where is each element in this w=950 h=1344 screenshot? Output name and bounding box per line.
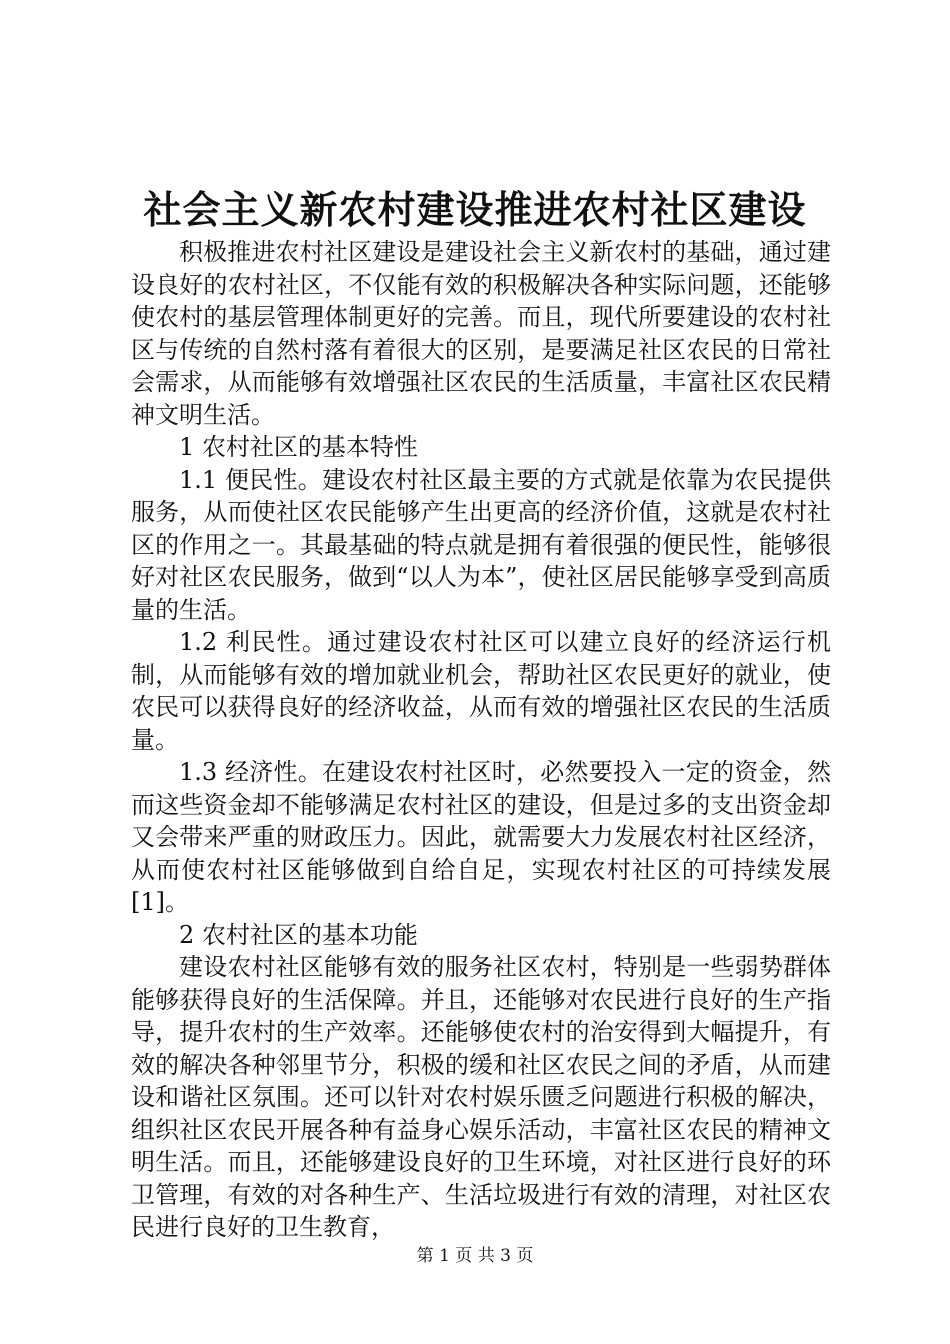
paragraph-1-2: 1.2 利民性。通过建设农村社区可以建立良好的经济运行机制，从而能够有效的增加就业机会，帮助社区农民更好的就业，使农民可以获得良好的经济收益，从而有效的增强社区农民的生活质量。 xyxy=(131,628,831,754)
section-heading-2: 2 农村社区的基本功能 xyxy=(179,920,418,949)
paragraph-1-1: 1.1 便民性。建设农村社区最主要的方式就是依靠为农民提供服务，从而使社区农民能够产生出更高的经济价值，这就是农村社区的作用之一。其最基础的特点就是拥有着很强的便民性，能够很好对社区农民服务，做到“以人为本”，使社区居民能够享受到高质量的生活。 xyxy=(131,465,831,624)
document-title: 社会主义新农村建设推进农村社区建设 xyxy=(143,187,807,232)
section-heading-1: 1 农村社区的基本特性 xyxy=(179,433,418,461)
page-number-footer: 第 1 页 共 3 页 xyxy=(416,1246,534,1266)
intro-paragraph: 积极推进农村社区建设是建设社会主义新农村的基础，通过建设良好的农村社区，不仅能有效的积极解决各种实际问题，还能够使农村的基层管理体制更好的完善。而且，现代所要建设的农村社区与传统的自然村落有着很大的区别，是要满足社区农民的日常社会需求，从而能够有效增强社区农民的生活质量，丰富社区农民精神文明生活。 xyxy=(131,238,831,429)
paragraph-1-3: 1.3 经济性。在建设农村社区时，必然要投入一定的资金，然而这些资金却不能够满足农村社区的建设，但是过多的支出资金却又会带来严重的财政压力。因此，就需要大力发展农村社区经济，从而使农村社区能够做到自给自足，实现农村社区的可持续发展[1]。 xyxy=(131,758,831,916)
document-body xyxy=(131,236,831,1244)
paragraph-2: 建设农村社区能够有效的服务社区农村，特别是一些弱势群体能够获得良好的生活保障。并且，还能够对农民进行良好的生产指导，提升农村的生产效率。还能够使农村的治安得到大幅提升，有效的解决各种邻里节分，积极的缓和社区农民之间的矛盾，从而建设和谐社区氛围。还可以针对农村娱乐匮乏问题进行积极的解决，组织社区农民开展各种有益身心娱乐活动，丰富社区农民的精神文明生活。而且，还能够建设良好的卫生环境，对社区进行良好的环卫管理，有效的对各种生产、生活垃圾进行有效的清理，对社区农民进行良好的卫生教育， xyxy=(131,953,831,1241)
